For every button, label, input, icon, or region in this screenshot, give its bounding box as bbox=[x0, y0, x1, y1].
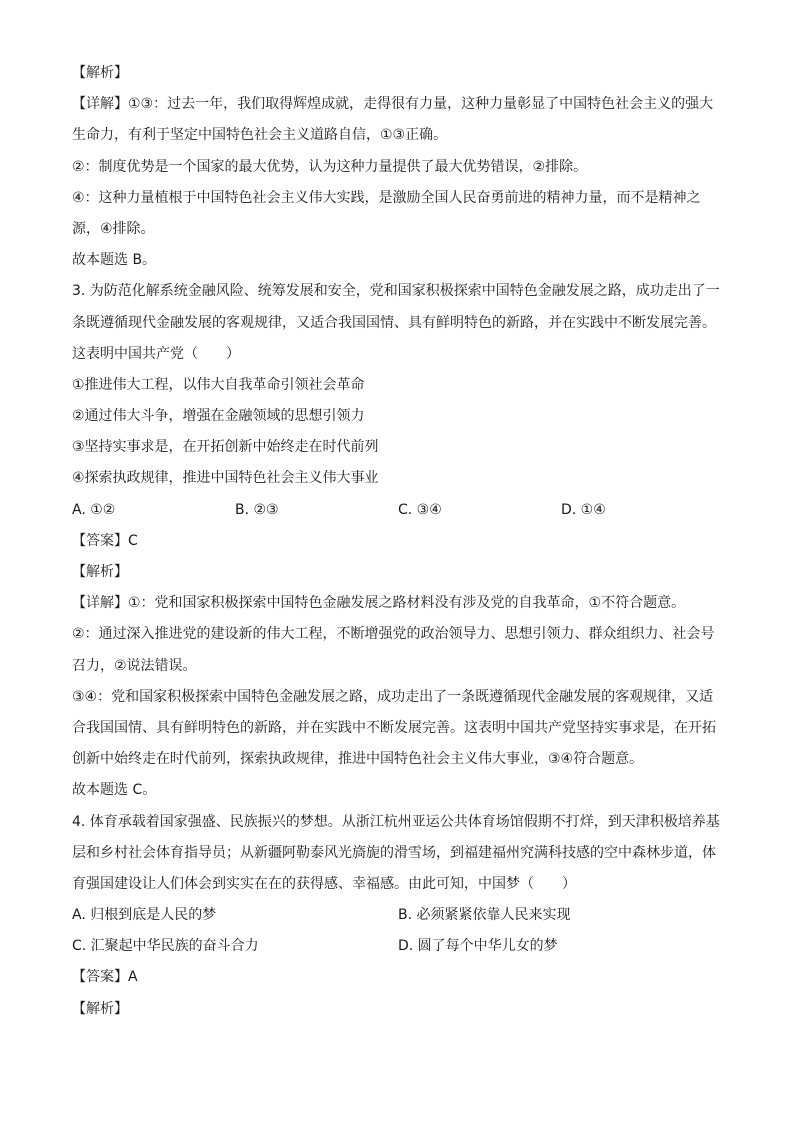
detail-paragraph: 合我国国情、具有鲜明特色的新路，并在实践中不断发展完善。这表明中国共产党坚持实事求是，在开拓 bbox=[72, 719, 716, 736]
question-3-item: ②通过伟大斗争，增强在金融领域的思想引领力 bbox=[72, 408, 365, 425]
question-4-options-row-2 bbox=[72, 931, 724, 962]
detail-paragraph: ②：通过深入推进党的建设新的伟大工程，不断增强党的政治领导力、思想引领力、群众组织力、社会号 bbox=[72, 626, 715, 643]
detail-paragraph: ③④：党和国家积极探索中国特色金融发展之路，成功走出了一条既遵循现代金融发展的客观规律，又适 bbox=[72, 688, 714, 705]
detail-paragraph: 【详解】①：党和国家积极探索中国特色金融发展之路材料没有涉及党的自我革命，①不符合题意。 bbox=[72, 595, 686, 612]
analysis-heading: 【解析】 bbox=[72, 65, 128, 81]
analysis-heading: 【解析】 bbox=[72, 1000, 128, 1017]
question-3-stem: 条既遵循现代金融发展的客观规律，又适合我国国情、具有鲜明特色的新路，并在实践中不断发展完善。 bbox=[72, 314, 716, 331]
detail-paragraph: 生命力，有利于坚定中国特色社会主义道路自信，①③正确。 bbox=[72, 127, 448, 144]
detail-paragraph: ②：制度优势是一个国家的最大优势，认为这种力量提供了最大优势错误，②排除。 bbox=[72, 158, 588, 175]
option-c: C. 汇聚起中华民族的奋斗合力 bbox=[72, 938, 259, 955]
question-3-stem: 这表明中国共产党（ ） bbox=[72, 345, 240, 362]
detail-paragraph: 召力，②说法错误。 bbox=[72, 657, 197, 674]
option-a: A. 归根到底是人民的梦 bbox=[72, 907, 217, 924]
answer-line: 【答案】A bbox=[72, 969, 138, 986]
question-4-stem: 育强国建设让人们体会到实实在在的获得感、幸福感。由此可知，中国梦（ ） bbox=[72, 875, 576, 892]
option-a: A. ①② bbox=[72, 501, 116, 518]
detail-paragraph: ④：这种力量植根于中国特色社会主义伟大实践，是激励全国人民奋勇前进的精神力量，而不是精神之 bbox=[72, 189, 701, 206]
option-c: C. ③④ bbox=[398, 501, 442, 518]
option-b: B. 必须紧紧依靠人民来实现 bbox=[398, 907, 571, 924]
question-4-stem: 4. 体育承载着国家强盛、民族振兴的梦想。从浙江杭州亚运公共体育场馆假期不打烊，到天津积极培养基 bbox=[72, 813, 720, 830]
option-d: D. ①④ bbox=[561, 501, 606, 518]
detail-paragraph: 创新中始终走在时代前列，探索执政规律，推进中国特色社会主义伟大事业，③④符合题意。 bbox=[72, 751, 644, 768]
question-4-options-row-1 bbox=[72, 900, 724, 931]
option-b: B. ②③ bbox=[235, 501, 279, 518]
question-3-options bbox=[72, 495, 724, 526]
detail-paragraph: 【详解】①③：过去一年，我们取得辉煌成就，走得很有力量，这种力量彰显了中国特色社会主义的强大 bbox=[72, 96, 714, 113]
question-3-item: ①推进伟大工程，以伟大自我革命引领社会革命 bbox=[72, 376, 365, 393]
question-3-stem: 3. 为防范化解系统金融风险、统筹发展和安全，党和国家积极探索中国特色金融发展之路，成功走出了一 bbox=[72, 283, 720, 300]
question-3-item: ③坚持实事求是，在开拓创新中始终走在时代前列 bbox=[72, 439, 379, 456]
conclusion-line: 故本题选 C。 bbox=[72, 782, 157, 799]
answer-line: 【答案】C bbox=[72, 532, 138, 549]
document-body bbox=[72, 58, 724, 1025]
analysis-heading: 【解析】 bbox=[72, 564, 128, 580]
option-d: D. 圆了每个中华儿女的梦 bbox=[398, 938, 558, 955]
question-4-stem: 层和乡村社会体育指导员；从新疆阿勒泰风光旖旎的滑雪场，到福建福州究满科技感的空中森林步道，体 bbox=[72, 844, 716, 861]
conclusion-line: 故本题选 B。 bbox=[72, 252, 157, 269]
question-3-item: ④探索执政规律，推进中国特色社会主义伟大事业 bbox=[72, 470, 379, 487]
detail-paragraph: 源，④排除。 bbox=[72, 220, 155, 237]
